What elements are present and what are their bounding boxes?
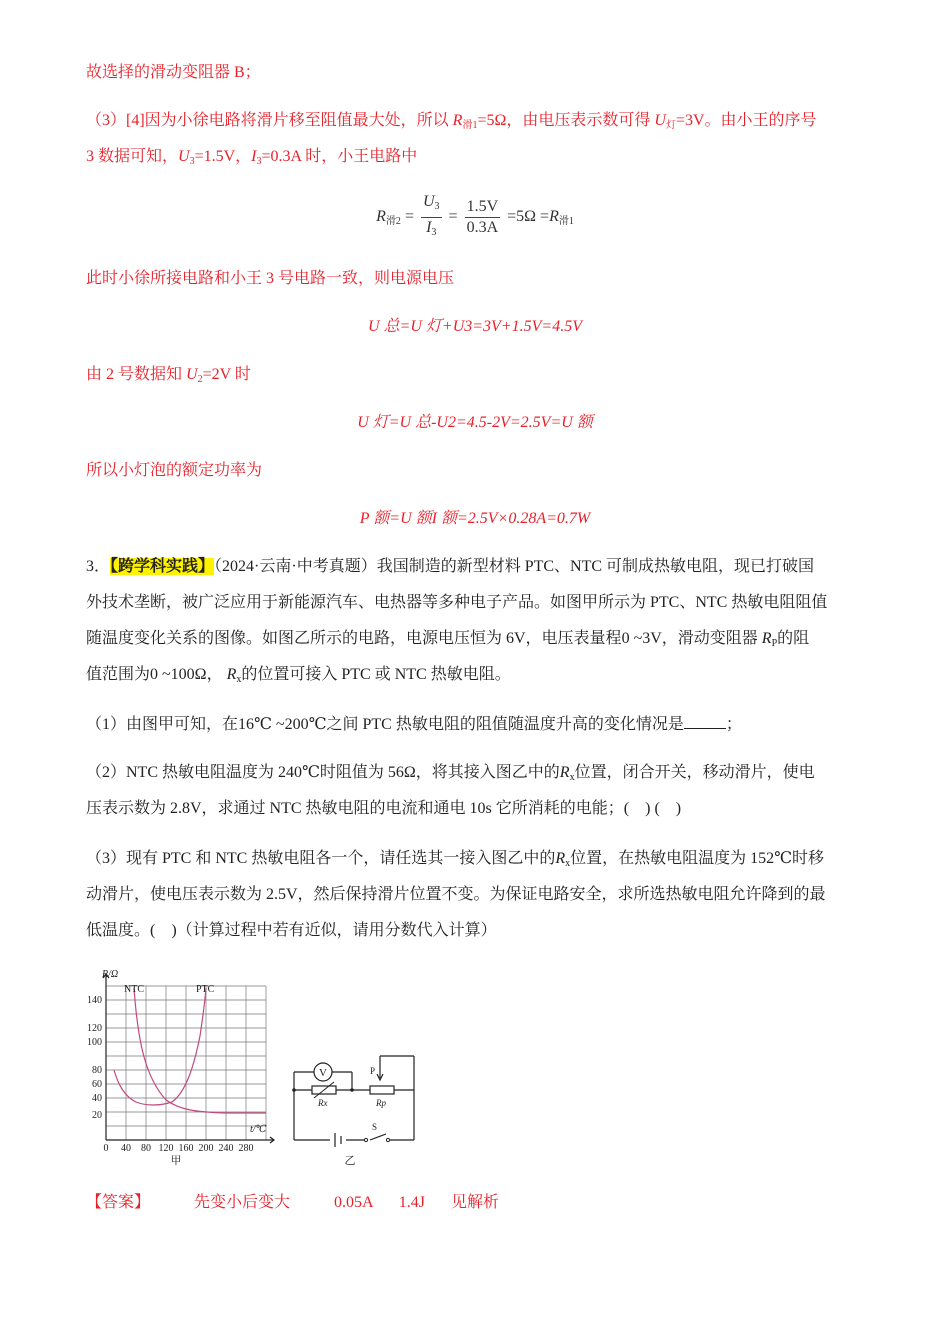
answer-2: 0.05A — [334, 1194, 373, 1211]
solution-line-4: 此时小徐所接电路和小王 3 号电路一致，则电源电压 — [86, 270, 455, 287]
answer-row — [86, 1192, 499, 1214]
ntc-label: NTC — [124, 984, 144, 995]
y-tick-label: 20 — [92, 1110, 102, 1121]
formula-lamp-voltage: U 灯=U 总-U2=4.5-2V=2.5V=U 额 — [357, 414, 593, 431]
ptc-curve — [114, 988, 206, 1105]
x-axis-label: t/℃ — [250, 1124, 267, 1135]
y-tick-label: 100 — [87, 1037, 102, 1048]
question-3-line-3: 随温度变化关系的图像。如图乙所示的电路，电源电压恒为 6V，电压表量程0 ~3V，滑动变阻器 $R_P$的阻 — [86, 630, 810, 649]
y-tick-label: 80 — [92, 1065, 102, 1076]
rp-label: Rp — [376, 1098, 386, 1108]
slider-p-label: P — [370, 1066, 376, 1076]
question-3-part-2-line-1: （2）NTC 热敏电阻温度为 240℃时阻值为 56Ω，将其接入图乙中的$R_x$位置，闭合开关，移动滑片，使电 — [86, 764, 815, 783]
solution-line-1: 故选择的滑动变阻器 B； — [86, 64, 261, 81]
resistance-temperature-graph — [84, 966, 284, 1166]
y-tick-label: 140 — [87, 995, 102, 1006]
formula-total-voltage: U 总=U 灯+U3=3V+1.5V=4.5V — [368, 318, 582, 335]
question-3-line-1: 3．【跨学科实践】（2024·云南·中考真题）我国制造的新型材料 PTC、NTC 可制成热敏电阻，现已打破国 — [86, 558, 815, 575]
question-3-line-4: 值范围为0 ~100Ω， $R_x$的位置可接入 PTC 或 NTC 热敏电阻。 — [86, 666, 511, 685]
answer-4: 见解析 — [450, 1194, 499, 1211]
x-tick-label: 120 — [158, 1143, 174, 1154]
x-tick-label: 240 — [218, 1143, 234, 1154]
x-tick-label: 0 — [103, 1143, 109, 1154]
answer-label: 【答案】 — [86, 1194, 151, 1211]
question-3-part-2-line-2: 压表示数为 2.8V，求通过 NTC 热敏电阻的电流和通电 10s 它所消耗的电能；( ) ( ) — [86, 800, 682, 817]
solution-line-2: （3）[4]因为小徐电路将滑片移至阻值最大处，所以 $R_{滑1}=5\Omega$，由电压表示数可得 $U_灯=3V$。由小王的序号 — [86, 112, 817, 131]
x-tick-label: 80 — [141, 1143, 151, 1154]
y-tick-label: 60 — [92, 1079, 102, 1090]
solution-line-5: 由 2 号数据知 $U_2=2V$ 时 — [86, 366, 251, 385]
formula-resistance: $R_{滑2}$ = $\frac{U_3}{I_3}$ = $\frac{1.5V}{0.3A}$ $=5\Omega =R_{滑1}$ — [376, 193, 574, 238]
question-3-part-3-line-1: （3）现有 PTC 和 NTC 热敏电阻各一个，请任选其一接入图乙中的$R_x$位置，在热敏电阻温度为 152℃时移 — [86, 850, 825, 869]
question-tag: 【跨学科实践】 — [110, 558, 215, 575]
question-3-part-1: （1）由图甲可知，在16℃ ~200℃之间 PTC 热敏电阻的阻值随温度升高的变化情况是 ； — [86, 716, 742, 733]
formula-power: P 额=U 额I 额=2.5V×0.28A=0.7W — [359, 510, 591, 527]
y-tick-label: 120 — [87, 1023, 102, 1034]
x-tick-label: 280 — [238, 1143, 254, 1154]
question-3-part-3-line-2: 动滑片，使电压表示数为 2.5V，然后保持滑片位置不变。为保证电路安全，求所选热敏电阻允许降到的最 — [86, 886, 826, 903]
circuit-diagram — [286, 1046, 426, 1172]
switch-s-label: S — [372, 1122, 378, 1132]
y-axis-label: R/Ω — [102, 969, 119, 980]
x-tick-label: 200 — [198, 1143, 214, 1154]
answer-blank[interactable] — [684, 714, 726, 729]
solution-line-3: 3 数据可知，$U_3=1.5V$，$I_3=0.3A$ 时，小王电路中 — [86, 148, 418, 167]
question-3-part-3-line-3: 低温度。( )（计算过程中若有近似，请用分数代入计算） — [86, 922, 497, 939]
answer-1: 先变小后变大 — [194, 1194, 291, 1211]
voltmeter-label: V — [319, 1067, 327, 1079]
x-tick-label: 160 — [178, 1143, 194, 1154]
solution-line-6: 所以小灯泡的额定功率为 — [86, 462, 263, 479]
answer-3: 1.4J — [398, 1194, 425, 1211]
ptc-label: PTC — [196, 984, 215, 995]
y-tick-label: 40 — [92, 1093, 102, 1104]
x-tick-label: 40 — [121, 1143, 131, 1154]
figure-caption-jia: 甲 — [170, 1155, 182, 1166]
figure-caption-yi: 乙 — [344, 1155, 356, 1167]
question-3-line-2: 外技术垄断，被广泛应用于新能源汽车、电热器等多种电子产品。如图甲所示为 PTC、NTC 热敏电阻阻值 — [86, 594, 828, 611]
rx-label: Rx — [318, 1098, 328, 1108]
rheostat-rp — [370, 1086, 394, 1094]
